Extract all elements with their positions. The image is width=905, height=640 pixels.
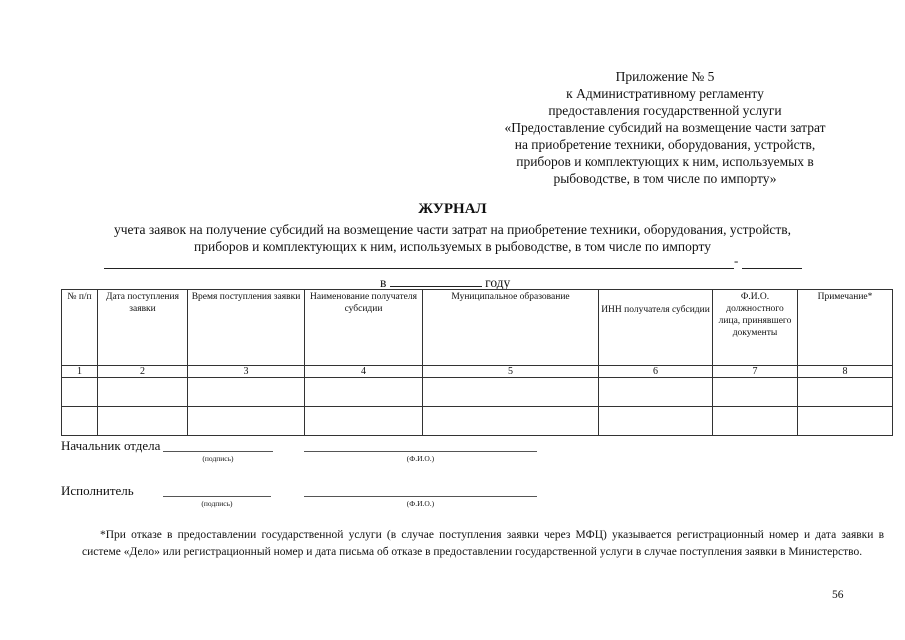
subtitle-line-1: учета заявок на получение субсидий на возмещение части затрат на приобретение техники, оборудования, устройств, <box>113 222 792 237</box>
appendix-line: на приобретение техники, оборудования, устройств, <box>514 137 816 152</box>
table-row <box>62 378 893 407</box>
fill-in-line-main[interactable] <box>104 268 734 269</box>
header-recipient: Наименование получателя субсидии <box>305 290 423 366</box>
header-number: № п/п <box>62 290 98 366</box>
head-name-caption: (Ф.И.О.) <box>406 454 435 463</box>
column-number: 4 <box>305 366 423 378</box>
document-title: ЖУРНАЛ <box>418 201 487 217</box>
column-number: 1 <box>62 366 98 378</box>
appendix-line: Приложение № 5 <box>615 69 715 84</box>
table-cell[interactable] <box>423 378 599 407</box>
table-cell[interactable] <box>98 407 188 436</box>
table-cell[interactable] <box>188 407 305 436</box>
header-municipality: Муниципальное образование <box>423 290 599 366</box>
journal-table <box>61 289 893 436</box>
head-signature-label: Начальник отдела <box>61 438 161 453</box>
column-number: 5 <box>423 366 599 378</box>
executor-signature-label: Исполнитель <box>61 483 134 498</box>
header-official: Ф.И.О. должностного лица, принявшего документы <box>713 290 798 366</box>
head-signature-line[interactable] <box>163 451 273 452</box>
year-prefix: в <box>380 275 387 290</box>
fill-in-dash: - <box>734 253 739 268</box>
head-name-line[interactable] <box>304 451 537 452</box>
column-number: 3 <box>188 366 305 378</box>
executor-signature-caption: (подпись) <box>201 499 233 508</box>
appendix-line: приборов и комплектующих к ним, используемых в <box>516 154 814 169</box>
column-number: 8 <box>798 366 893 378</box>
executor-name-line[interactable] <box>304 496 537 497</box>
document-subtitle <box>40 221 865 255</box>
table-cell[interactable] <box>599 407 713 436</box>
executor-name-caption: (Ф.И.О.) <box>406 499 435 508</box>
header-inn: ИНН получателя субсидии <box>599 290 713 366</box>
table-header-row <box>62 290 893 366</box>
table-cell[interactable] <box>62 378 98 407</box>
table-cell[interactable] <box>798 378 893 407</box>
executor-signature-line[interactable] <box>163 496 271 497</box>
table-cell[interactable] <box>98 378 188 407</box>
column-number: 6 <box>599 366 713 378</box>
table-cell[interactable] <box>305 407 423 436</box>
column-number: 7 <box>713 366 798 378</box>
table-cell[interactable] <box>713 378 798 407</box>
year-fill-in[interactable] <box>390 274 482 287</box>
table-row <box>62 407 893 436</box>
table-cell[interactable] <box>599 378 713 407</box>
header-note: Примечание* <box>798 290 893 366</box>
header-time: Время поступления заявки <box>188 290 305 366</box>
subtitle-line-2: приборов и комплектующих к ним, используемых в рыбоводстве, в том числе по импорту <box>194 239 711 254</box>
head-signature-caption: (подпись) <box>202 454 234 463</box>
table-cell[interactable] <box>188 378 305 407</box>
page-number: 56 <box>832 589 844 601</box>
footnote <box>82 527 884 561</box>
table-cell[interactable] <box>423 407 599 436</box>
appendix-header <box>470 68 860 187</box>
table-cell[interactable] <box>62 407 98 436</box>
appendix-line: предоставления государственной услуги <box>548 103 782 118</box>
header-date: Дата поступления заявки <box>98 290 188 366</box>
table-cell[interactable] <box>713 407 798 436</box>
table-number-row <box>62 366 893 378</box>
year-suffix: году <box>485 275 511 290</box>
appendix-line: рыбоводстве, в том числе по импорту» <box>553 171 777 186</box>
table-cell[interactable] <box>798 407 893 436</box>
appendix-line: к Административному регламенту <box>566 86 764 101</box>
fill-in-line-secondary[interactable] <box>742 268 802 269</box>
column-number: 2 <box>98 366 188 378</box>
table-cell[interactable] <box>305 378 423 407</box>
appendix-line: «Предоставление субсидий на возмещение части затрат <box>504 120 826 135</box>
footnote-text: *При отказе в предоставлении государственной услуги (в случае поступления заявки через МФЦ) указывается регистрационный номер и дата заявки в системе «Дело» или регистрационный номер и дата письма об отказе в предоставлении государственной услуги в случае поступления заявки в Министерство. <box>82 529 884 558</box>
